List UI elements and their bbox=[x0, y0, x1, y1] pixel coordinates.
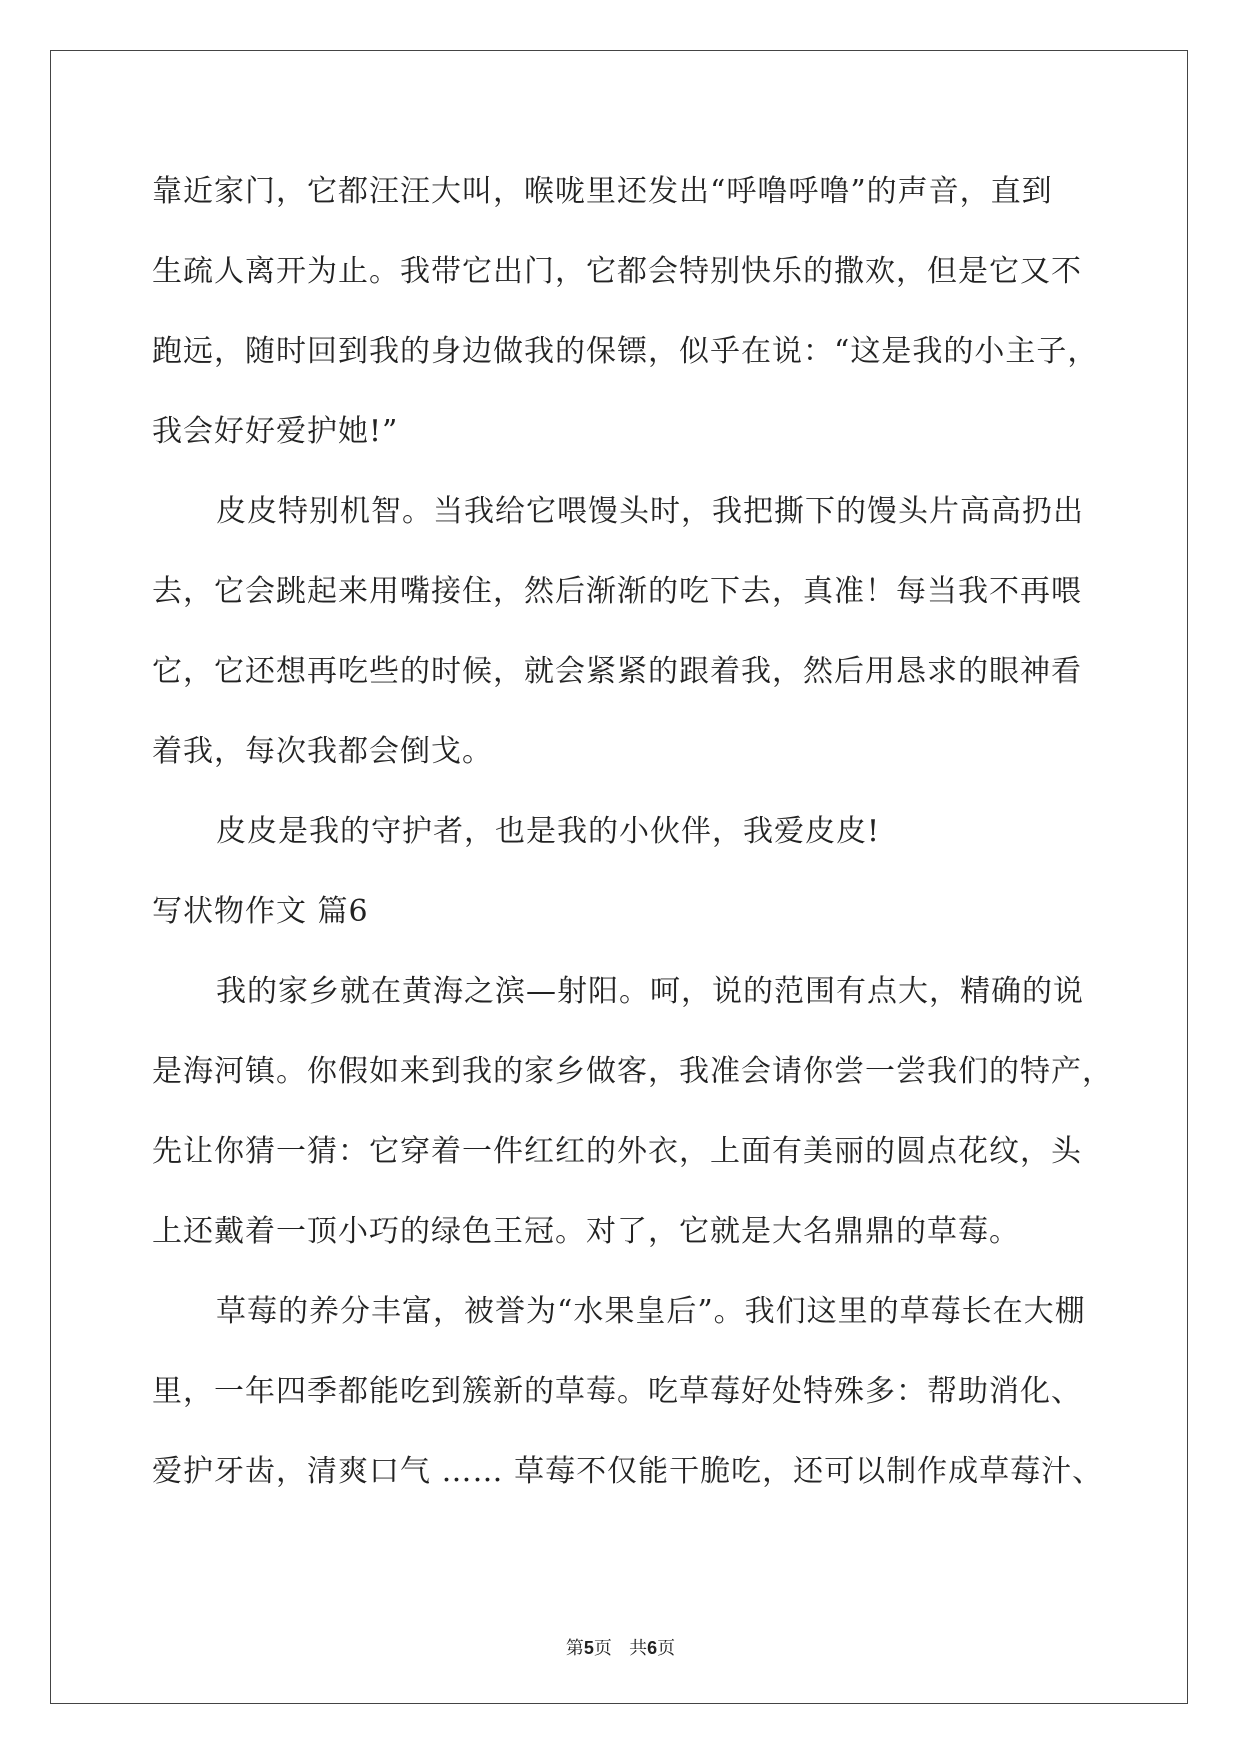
paragraph-line: 爱护牙齿，清爽口气 …… 草莓不仅能干脆吃，还可以制作成草莓汁、 bbox=[152, 1454, 1104, 1489]
paragraph-line: 着我，每次我都会倒戈。 bbox=[152, 734, 493, 769]
total-page-number: 6 bbox=[647, 1638, 658, 1658]
page-number-footer bbox=[0, 1636, 1241, 1661]
paragraph-line: 去，它会跳起来用嘴接住，然后渐渐的吃下去，真准！每当我不再喂 bbox=[152, 574, 1082, 609]
paragraph-line: 先让你猜一猜：它穿着一件红红的外衣，上面有美丽的圆点花纹，头 bbox=[152, 1134, 1082, 1169]
paragraph-line: 草莓的养分丰富，被誉为“水果皇后”。我们这里的草莓长在大棚 bbox=[216, 1294, 1086, 1329]
paragraph-line: 我会好好爱护她!” bbox=[152, 414, 399, 449]
page-mid-text: 页 共 bbox=[593, 1638, 648, 1659]
paragraph-line: 靠近家门，它都汪汪大叫，喉咙里还发出“呼噜呼噜”的声音，直到 bbox=[152, 174, 1053, 209]
page-suffix: 页 bbox=[657, 1638, 676, 1659]
paragraph-line: 皮皮特别机智。当我给它喂馒头时，我把撕下的馒头片高高扔出 bbox=[216, 494, 1084, 529]
paragraph-line: 跑远，随时回到我的身边做我的保镖，似乎在说：“这是我的小主子， bbox=[152, 334, 1099, 369]
paragraph-line: 它，它还想再吃些的时候，就会紧紧的跟着我，然后用恳求的眼神看 bbox=[152, 654, 1082, 689]
paragraph-line: 里，一年四季都能吃到簇新的草莓。吃草莓好处特殊多：帮助消化、 bbox=[152, 1374, 1082, 1409]
paragraph-line: 生疏人离开为止。我带它出门，它都会特别快乐的撒欢，但是它又不 bbox=[152, 254, 1082, 289]
paragraph-line: 皮皮是我的守护者，也是我的小伙伴，我爱皮皮! bbox=[216, 814, 881, 849]
page-prefix: 第 bbox=[565, 1638, 584, 1659]
paragraph-line: 上还戴着一顶小巧的绿色王冠。对了，它就是大名鼎鼎的草莓。 bbox=[152, 1214, 1020, 1249]
section-heading: 写状物作文 篇6 bbox=[152, 894, 369, 929]
paragraph-line: 我的家乡就在黄海之滨—射阳。呵，说的范围有点大，精确的说 bbox=[216, 974, 1084, 1009]
paragraph-line: 是海河镇。你假如来到我的家乡做客，我准会请你尝一尝我们的特产， bbox=[152, 1054, 1113, 1089]
current-page-number: 5 bbox=[583, 1638, 594, 1658]
